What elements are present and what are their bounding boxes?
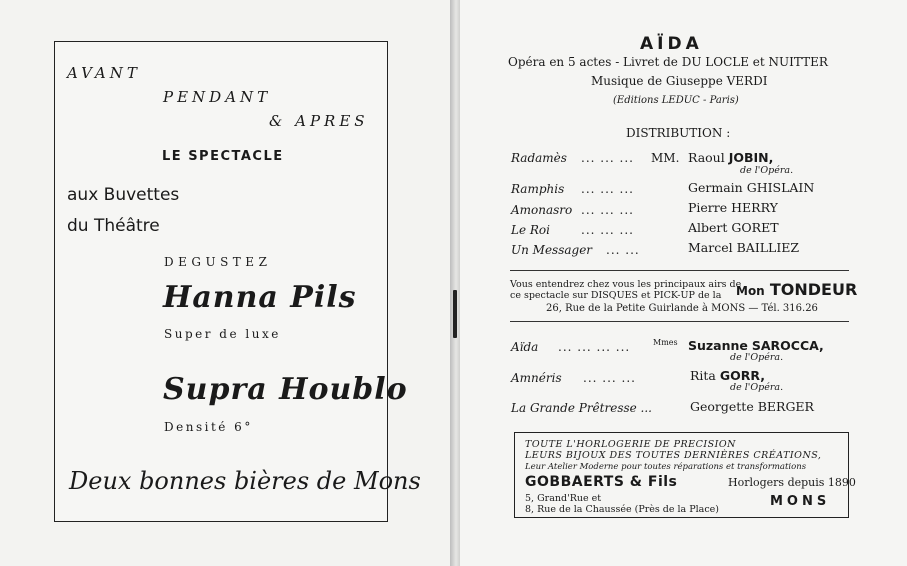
jeweler-advertisement xyxy=(514,432,856,518)
singer-first-name: Pierre xyxy=(688,200,728,215)
pendant-text: PENDANT xyxy=(163,88,272,106)
singer-name xyxy=(688,200,778,215)
jeweler-name: GOBBAERTS & Fils xyxy=(525,474,678,490)
leader-dots: ... ... ... xyxy=(581,151,634,165)
beer-advertisement xyxy=(54,41,421,522)
jeweler-address-2: 8, Rue de la Chaussée (Près de la Place) xyxy=(525,504,719,515)
singer-first-name: Albert xyxy=(688,220,728,235)
composer-line: Musique de Giuseppe VERDI xyxy=(591,74,768,88)
binding-staple xyxy=(453,290,457,338)
singer-note: de l'Opéra. xyxy=(730,382,784,393)
jeweler-line-3: Leur Atelier Moderne pour toutes réparations et transformations xyxy=(525,462,807,472)
distribution-heading: DISTRIBUTION : xyxy=(626,126,731,140)
page-gutter xyxy=(450,0,460,566)
singer-last-name: BAILLIEZ xyxy=(736,240,800,255)
disques-line-1: Vous entendrez chez vous les principaux airs de xyxy=(510,279,742,290)
jeweler-city: MONS xyxy=(770,494,831,509)
editions-line: (Editions LEDUC - Paris) xyxy=(613,95,739,106)
role-label: Aïda xyxy=(511,340,539,354)
tagline-text: Deux bonnes bières de Mons xyxy=(69,467,421,495)
singer-first-name: Georgette xyxy=(690,399,754,414)
leader-dots: ... ... ... xyxy=(581,223,634,237)
leader-dots: ... ... ... ... xyxy=(558,340,631,354)
divider-bottom xyxy=(510,321,849,322)
hanna-pils-subtitle: Super de luxe xyxy=(164,327,281,341)
singer-name xyxy=(688,338,824,353)
opera-subtitle: Opéra en 5 actes - Livret de DU LOCLE et NUITTER xyxy=(508,55,828,69)
avant-text: AVANT xyxy=(67,64,141,82)
singer-last-name: GORR, xyxy=(719,368,765,383)
le-spectacle-text: LE SPECTACLE xyxy=(162,149,284,164)
apres-text: & APRES xyxy=(269,112,369,130)
title-prefix: Mmes xyxy=(653,338,678,347)
singer-name xyxy=(690,399,814,414)
supra-houblo-subtitle: Densité 6° xyxy=(164,420,253,434)
leader-dots: ... ... ... xyxy=(581,203,634,217)
tondeur-prefix: Mon xyxy=(736,284,765,298)
leader-dots: ... ... ... xyxy=(583,371,636,385)
aux-buvettes-text: aux Buvettes xyxy=(67,185,180,205)
singer-name xyxy=(690,368,765,383)
singer-first-name: Raoul xyxy=(688,150,725,165)
singer-last-name: SAROCCA, xyxy=(751,338,824,353)
singer-name xyxy=(688,240,799,255)
hanna-pils-brand: Hanna Pils xyxy=(163,280,357,315)
singer-first-name: Suzanne xyxy=(688,338,748,353)
leader-dots: ... ... ... xyxy=(581,182,634,196)
role-label: Le Roi xyxy=(511,223,550,237)
singer-first-name: Germain xyxy=(688,180,743,195)
leader-dots: ... ... xyxy=(606,243,640,257)
supra-houblo-brand: Supra Houblo xyxy=(163,372,408,407)
role-label: Radamès xyxy=(511,151,567,165)
jeweler-line-2: LEURS BIJOUX DES TOUTES DERNIÈRES CRÉATIONS, xyxy=(525,450,822,461)
singer-last-name: GORET xyxy=(731,220,779,235)
du-theatre-text: du Théâtre xyxy=(67,216,160,236)
disques-text xyxy=(510,279,741,301)
role-label: Ramphis xyxy=(511,182,565,196)
tondeur-address: 26, Rue de la Petite Guirlande à MONS — Tél. 316.26 xyxy=(546,303,818,314)
jeweler-since: Horlogers depuis 1890 xyxy=(728,476,856,489)
title-prefix: MM. xyxy=(651,151,680,165)
singer-last-name: BERGER xyxy=(757,399,814,414)
singer-name xyxy=(688,180,814,195)
jeweler-address-1: 5, Grand'Rue et xyxy=(525,493,602,504)
singer-last-name: GHISLAIN xyxy=(746,180,815,195)
jeweler-line-1: TOUTE L'HORLOGERIE DE PRECISION xyxy=(525,439,736,450)
role-label: Amonasro xyxy=(511,203,573,217)
singer-last-name: JOBIN, xyxy=(728,150,774,165)
role-label: La Grande Prêtresse ... xyxy=(511,401,652,415)
disques-line-2: ce spectacle sur DISQUES et PICK-UP de la xyxy=(510,290,722,301)
opera-title: AÏDA xyxy=(640,34,703,54)
divider-top xyxy=(510,270,849,271)
tondeur-name: TONDEUR xyxy=(769,280,858,299)
tondeur-shop xyxy=(736,280,857,299)
singer-last-name: HERRY xyxy=(731,200,778,215)
singer-note: de l'Opéra. xyxy=(730,352,784,363)
singer-first-name: Rita xyxy=(690,368,716,383)
role-label: Un Messager xyxy=(511,243,593,257)
singer-name xyxy=(688,150,773,165)
singer-note: de l'Opéra. xyxy=(740,165,794,176)
degustez-text: DEGUSTEZ xyxy=(164,255,272,269)
singer-name xyxy=(688,220,779,235)
singer-first-name: Marcel xyxy=(688,240,733,255)
role-label: Amnéris xyxy=(511,371,562,385)
